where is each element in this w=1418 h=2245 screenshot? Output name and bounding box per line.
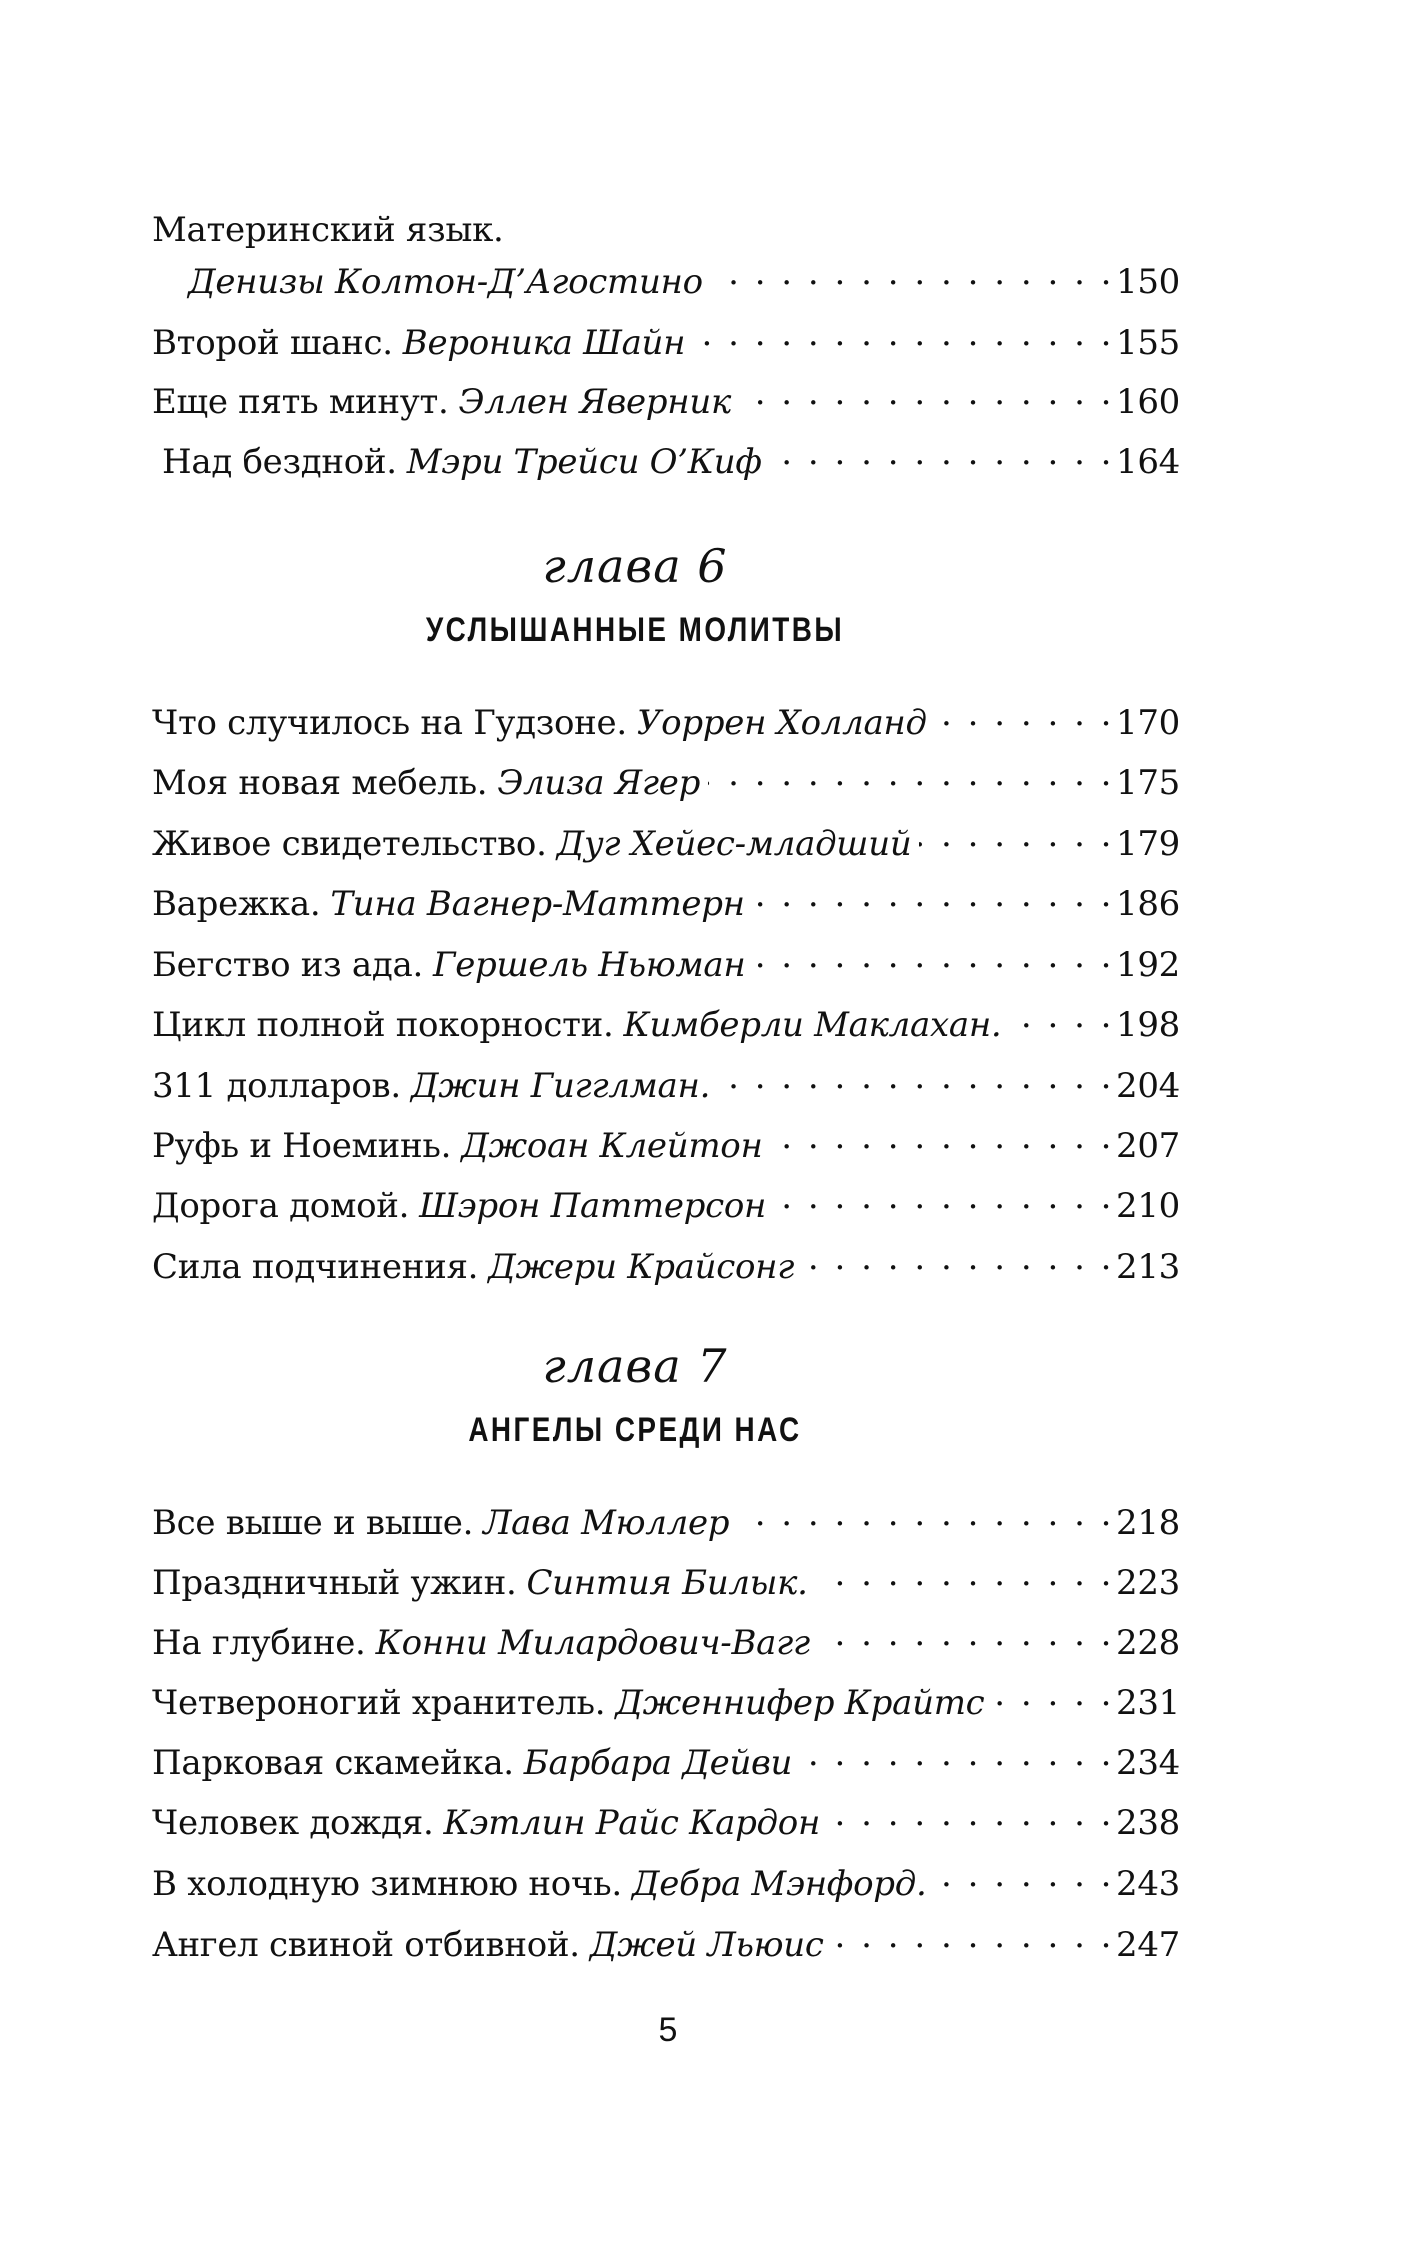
toc-entry [152, 996, 1180, 1045]
dot-leader [935, 694, 1114, 734]
toc-entry [152, 1238, 1180, 1287]
entry-page-number: 204 [1116, 1066, 1180, 1106]
toc-entry [152, 694, 1180, 743]
entry-author: Тина Вагнер-Маттерн [330, 884, 745, 924]
entry-author: Мэри Трейси О’Киф [406, 442, 762, 482]
toc-entry [152, 1177, 1180, 1226]
entry-author: Дуг Хейес-младший [556, 824, 912, 864]
dot-leader [753, 875, 1114, 915]
toc-entry [152, 1674, 1180, 1723]
entry-page-number: 223 [1116, 1563, 1180, 1603]
toc-entry [152, 815, 1180, 864]
entry-author: Джоан Клейтон [461, 1126, 763, 1166]
entry-author: Дженнифер Крайтс [615, 1683, 985, 1723]
entry-page-number: 160 [1116, 382, 1180, 422]
entry-title: Живое свидетельство. [152, 824, 547, 864]
entry-title: Ангел свиной отбивной. [152, 1925, 580, 1965]
dot-leader [753, 936, 1114, 976]
dot-leader [739, 373, 1114, 413]
entry-title: Моя новая мебель. [152, 763, 488, 803]
dot-leader [1009, 996, 1114, 1036]
entry-title: Четвероногий хранитель. [152, 1683, 606, 1723]
entry-page-number: 213 [1116, 1247, 1180, 1287]
entry-author: Джей Льюис [589, 1925, 824, 1965]
entry-title: Человек дождя. [152, 1803, 434, 1843]
entry-page-number: 179 [1116, 824, 1180, 864]
entry-author: Вероника Шайн [402, 323, 686, 363]
entry-title: Варежка. [152, 884, 321, 924]
toc-entry [152, 754, 1180, 803]
entry-title: Парковая скамейка. [152, 1743, 514, 1783]
entry-author: Кимберли Маклахан. [623, 1005, 1002, 1045]
entry-author: Кэтлин Райс Кардон [443, 1803, 821, 1843]
chapter-title: АНГЕЛЫ СРЕДИ НАС [468, 1411, 802, 1449]
dot-leader [816, 1554, 1114, 1594]
entry-title: Дорога домой. [152, 1186, 410, 1226]
entry-title: Праздничный ужин. [152, 1563, 517, 1603]
chapter-title: УСЛЫШАННЫЕ МОЛИТВЫ [425, 611, 845, 649]
entry-title: В холодную зимнюю ночь. [152, 1864, 622, 1904]
entry-title: Над бездной. [162, 442, 397, 482]
dot-leader [718, 1057, 1114, 1097]
entry-page-number: 218 [1116, 1503, 1180, 1543]
toc-entry [152, 1916, 1180, 1965]
entry-author: Эллен Яверник [458, 382, 731, 422]
entry-author: Лава Мюллер [483, 1503, 730, 1543]
entry-title: Все выше и выше. [152, 1503, 474, 1543]
entry-author: Дебра Мэнфорд. [631, 1864, 927, 1904]
entry-author: Джери Крайсонг [488, 1247, 795, 1287]
dot-leader [802, 1238, 1114, 1278]
toc-entry-continuation [188, 253, 1180, 302]
dot-leader [800, 1734, 1114, 1774]
toc-entry [152, 1794, 1180, 1843]
entry-page-number: 247 [1116, 1925, 1180, 1965]
entry-author: Барбара Дейви [523, 1743, 793, 1783]
entry-page-number: 231 [1116, 1683, 1180, 1723]
entry-page-number: 170 [1116, 703, 1180, 743]
entry-author: Элиза Ягер [497, 763, 701, 803]
toc-entry [152, 1734, 1180, 1783]
entry-page-number: 186 [1116, 884, 1180, 924]
entry-title: Руфь и Ноеминь. [152, 1126, 452, 1166]
entry-author: Джин Гигглман. [410, 1066, 711, 1106]
dot-leader [737, 1494, 1114, 1534]
entry-page-number: 164 [1116, 442, 1180, 482]
entry-page-number: 150 [1116, 262, 1180, 302]
dot-leader [774, 1177, 1114, 1217]
toc-entry [152, 210, 1180, 250]
chapter-label: глава 7 [542, 1339, 728, 1393]
toc-entry [152, 1494, 1180, 1543]
toc-entry [152, 1057, 1180, 1106]
entry-author: Гершель Ньюман [433, 945, 746, 985]
dot-leader [693, 314, 1114, 354]
entry-page-number: 210 [1116, 1186, 1180, 1226]
entry-page-number: 192 [1116, 945, 1180, 985]
entry-author: Конни Милардович-Вагг [375, 1623, 810, 1663]
entry-title: Что случилось на Гудзоне. [152, 703, 627, 743]
dot-leader [935, 1855, 1115, 1895]
entry-title: Бегство из ада. [152, 945, 423, 985]
dot-leader [708, 754, 1114, 794]
entry-title: 311 долларов. [152, 1066, 401, 1106]
page-number: 5 [658, 2011, 678, 2049]
entry-title: Сила подчинения. [152, 1247, 479, 1287]
entry-title: На глубине. [152, 1623, 366, 1663]
dot-leader [828, 1794, 1114, 1834]
toc-entry [152, 875, 1180, 924]
entry-title: Цикл полной покорности. [152, 1005, 614, 1045]
toc-entry [152, 1117, 1180, 1166]
dot-leader [711, 253, 1114, 293]
toc-entry [152, 373, 1180, 422]
entry-title: Второй шанс. [152, 323, 393, 363]
entry-page-number: 175 [1116, 763, 1180, 803]
entry-page-number: 238 [1116, 1803, 1180, 1843]
toc-entry [152, 1614, 1180, 1663]
entry-title: Еще пять минут. [152, 382, 449, 422]
entry-page-number: 207 [1116, 1126, 1180, 1166]
toc-entry [152, 1855, 1180, 1904]
entry-page-number: 198 [1116, 1005, 1180, 1045]
entry-author: Денизы Колтон-Д’Агостино [188, 262, 703, 302]
entry-page-number: 234 [1116, 1743, 1180, 1783]
dot-leader [992, 1674, 1114, 1714]
dot-leader [771, 1117, 1114, 1157]
toc-entry [152, 314, 1180, 363]
toc-entry [152, 936, 1180, 985]
entry-title: Материнский язык. [152, 210, 504, 250]
dot-leader [818, 1614, 1114, 1654]
dot-leader [919, 815, 1114, 855]
entry-author: Шэрон Паттерсон [419, 1186, 767, 1226]
chapter-label: глава 6 [542, 539, 728, 593]
toc-entry [162, 433, 1180, 482]
dot-leader [832, 1916, 1114, 1956]
entry-page-number: 228 [1116, 1623, 1180, 1663]
entry-author: Синтия Билык. [526, 1563, 808, 1603]
entry-page-number: 243 [1116, 1864, 1180, 1904]
toc-entry [152, 1554, 1180, 1603]
dot-leader [770, 433, 1114, 473]
entry-author: Уоррен Холланд [636, 703, 927, 743]
entry-page-number: 155 [1116, 323, 1180, 363]
